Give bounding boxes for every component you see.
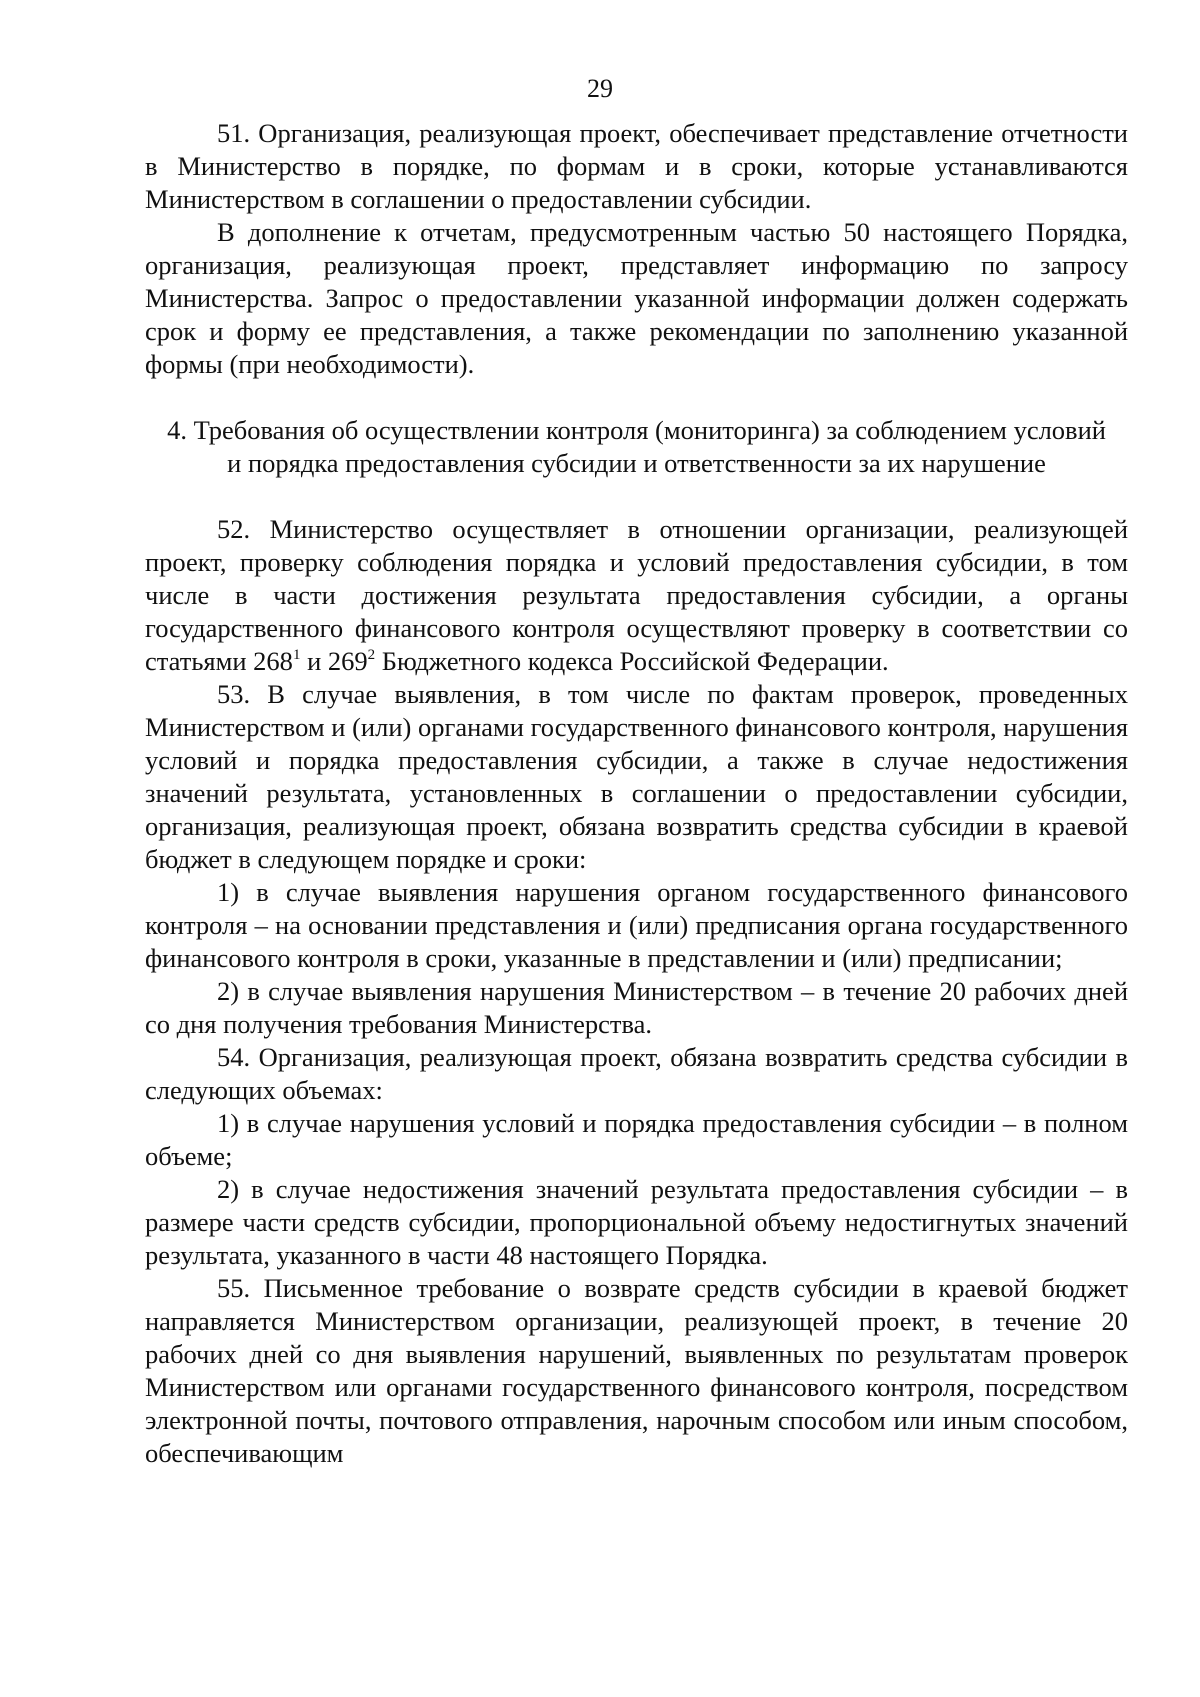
paragraph-52-text-1: 52. Министерство осуществляет в отношении организации, реализующей проект, проверку соблюдения порядка и условий предоставления субсидии, в том числе в части достижения результата предоставления субсидии, а органы государственного финансового контроля осуществляют проверку в соответствии со статьями 268: [145, 514, 1128, 676]
paragraph-51-addition: В дополнение к отчетам, предусмотренным частью 50 настоящего Порядка, организация, реализующая проект, представляет информацию по запросу Министерства. Запрос о предоставлении указанной информации должен содержать срок и форму ее представления, а также рекомендации по заполнению указанной формы (при необходимости).: [145, 217, 1128, 379]
section-heading: 4. Требования об осуществлении контроля (мониторинга) за соблюдением условий и порядка предоставления субсидии и ответственности за их нарушение: [167, 415, 1106, 478]
paragraph-54-item-1: 1) в случае нарушения условий и порядка предоставления субсидии – в полном объеме;: [145, 1108, 1128, 1171]
document-body: [145, 117, 1128, 1470]
paragraph-52: [145, 513, 1128, 678]
paragraph-54: 54. Организация, реализующая проект, обязана возвратить средства субсидии в следующих объемах:: [145, 1042, 1128, 1105]
paragraph-53-item-2: 2) в случае выявления нарушения Министерством – в течение 20 рабочих дней со дня получения требования Министерства.: [145, 976, 1128, 1039]
paragraph-52-text-2: и 269: [300, 646, 368, 676]
paragraph-53-item-1: 1) в случае выявления нарушения органом государственного финансового контроля – на основании представления и (или) предписания органа государственного финансового контроля в сроки, указанные в представлении и (или) предписании;: [145, 877, 1128, 973]
page-number: 29: [587, 74, 613, 103]
spacer: [145, 381, 1128, 414]
paragraph-53: 53. В случае выявления, в том числе по фактам проверок, проведенных Министерством и (или) органами государственного финансового контроля, нарушения условий и порядка предоставления субсидии, а также в случае недостижения значений результата, установленных в соглашении о предоставлении субсидии, организация, реализующая проект, обязана возвратить средства субсидии в краевой бюджет в следующем порядке и сроки:: [145, 679, 1129, 874]
superscript-2: 2: [367, 647, 376, 663]
paragraph-54-item-2: 2) в случае недостижения значений результата предоставления субсидии – в размере части средств субсидии, пропорциональной объему недостигнутых значений результата, указанного в части 48 настоящего Порядка.: [145, 1174, 1128, 1270]
paragraph-52-text-3: Бюджетного кодекса Российской Федерации.: [375, 646, 889, 676]
superscript-1: 1: [292, 647, 301, 663]
paragraph-51: 51. Организация, реализующая проект, обеспечивает представление отчетности в Министерство в порядке, по формам и в сроки, которые устанавливаются Министерством в соглашении о предоставлении субсидии.: [145, 118, 1128, 214]
spacer: [145, 480, 1128, 513]
paragraph-55: 55. Письменное требование о возврате средств субсидии в краевой бюджет направляется Министерством организации, реализующей проект, в течение 20 рабочих дней со дня выявления нарушений, выявленных по результатам проверок Министерством или органами государственного финансового контроля, посредством электронной почты, почтового отправления, нарочным способом или иным способом, обеспечивающим: [145, 1273, 1128, 1468]
